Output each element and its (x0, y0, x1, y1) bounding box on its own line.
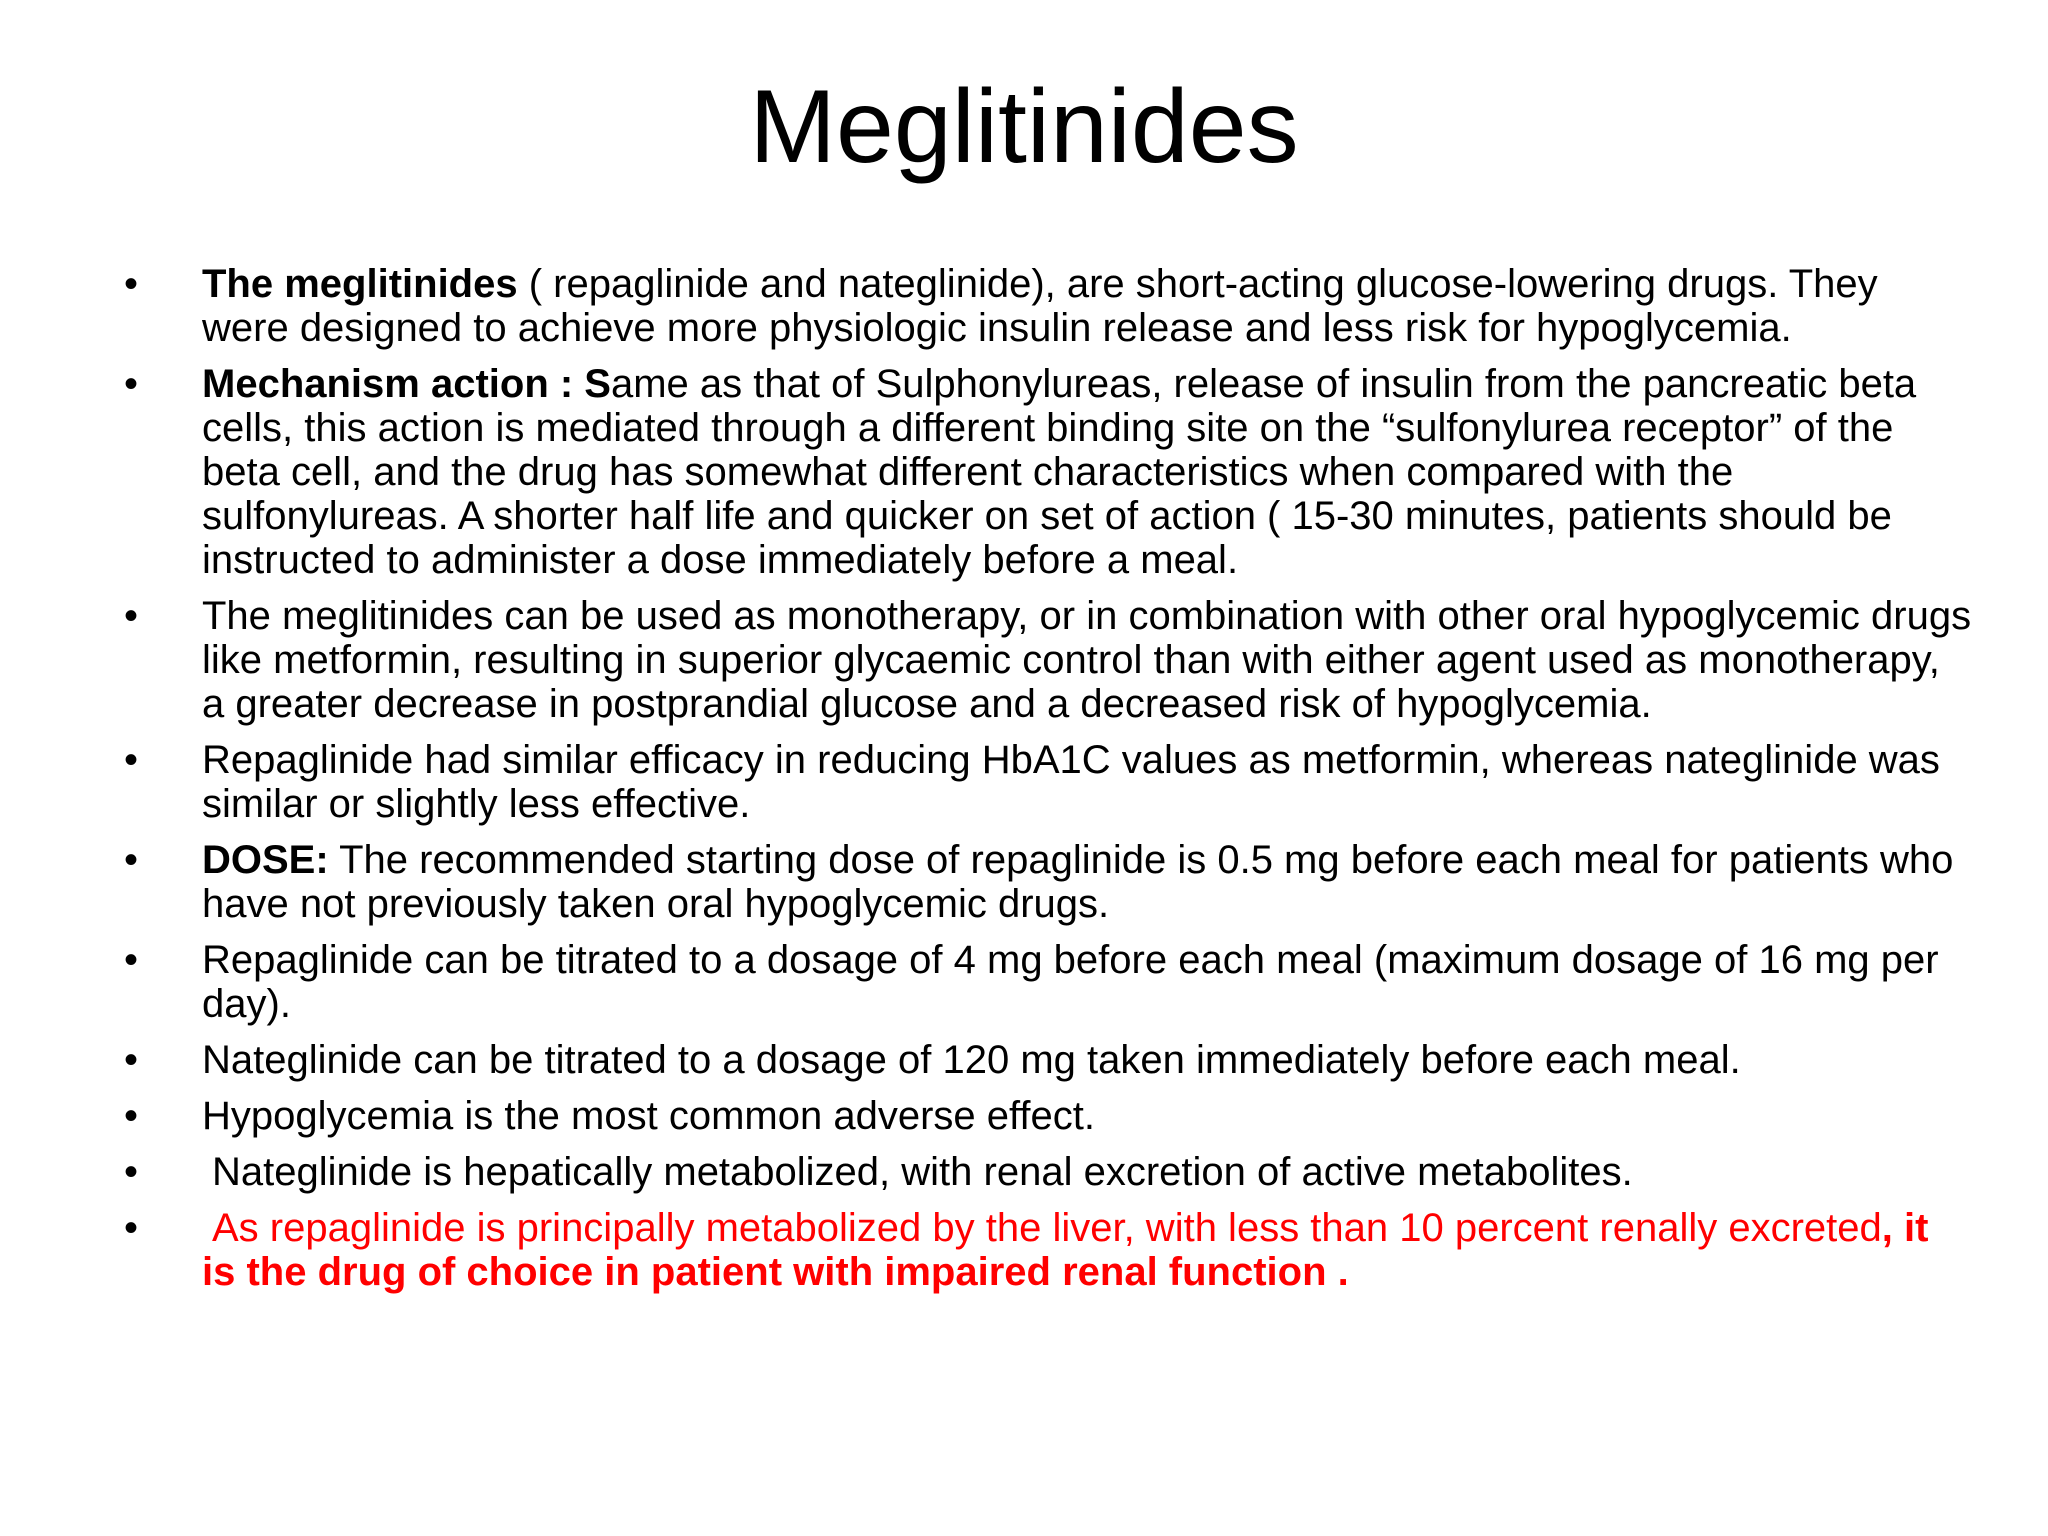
bullet-icon: • (124, 262, 139, 306)
bullet-text: The recommended starting dose of repaglinide is 0.5 mg before each meal for patients who have not previously taken oral hypoglycemic drugs. (202, 838, 1954, 926)
bullet-text: Repaglinide had similar efficacy in reducing HbA1C values as metformin, whereas nateglinide was similar or slightly less effective. (202, 738, 1940, 826)
bullet-icon: • (124, 1206, 139, 1250)
bullet-item-combination (112, 594, 1972, 726)
bullet-text: Nateglinide can be titrated to a dosage of 120 mg taken immediately before each meal. (202, 1038, 1741, 1082)
bullet-icon: • (124, 362, 139, 406)
bullet-item-efficacy (112, 738, 1972, 826)
bullet-icon: • (124, 838, 139, 882)
bullet-item-mechanism (112, 362, 1972, 582)
bullet-icon: • (124, 738, 139, 782)
bullet-icon: • (124, 1038, 139, 1082)
bullet-bold-lead: Mechanism action : S (202, 362, 611, 406)
bullet-text-highlight: As repaglinide is principally metabolized by the liver, with less than 10 percent renally excreted (212, 1206, 1882, 1250)
bullet-bold-lead: DOSE: (202, 838, 329, 882)
bullet-item-dose (112, 838, 1972, 926)
bullet-icon: • (124, 594, 139, 638)
bullet-bold-lead: The meglitinides (202, 262, 518, 306)
bullet-bold-conclusion: , it is the drug of choice in patient with impaired renal function . (202, 1206, 1929, 1294)
bullet-item-adverse-effect (112, 1094, 1972, 1138)
bullet-text: Nateglinide is hepatically metabolized, with renal excretion of active metabolites. (212, 1150, 1633, 1194)
bullet-text: ( repaglinide and nateglinide), are short-acting glucose-lowering drugs. They were designed to achieve more physiologic insulin release and less risk for hypoglycemia. (202, 262, 1878, 350)
bullet-text: Repaglinide can be titrated to a dosage of 4 mg before each meal (maximum dosage of 16 mg per day). (202, 938, 1939, 1026)
bullet-icon: • (124, 938, 139, 982)
bullet-text: ame as that of Sulphonylureas, release of insulin from the pancreatic beta cells, this action is mediated through a different binding site on the “sulfonylurea receptor” of the beta cell, and the drug has somewhat different characteristics when compared with the sulfonylureas. A shorter half life and quicker on set of action ( 15-30 minutes, patients should be instructed to administer a dose immediately before a meal. (202, 362, 1917, 582)
bullet-item-repaglinide-titration (112, 938, 1972, 1026)
bullet-text: Hypoglycemia is the most common adverse effect. (202, 1094, 1095, 1138)
bullet-icon: • (124, 1150, 139, 1194)
bullet-item-definition (112, 262, 1972, 350)
bullet-icon: • (124, 1094, 139, 1138)
bullet-item-nateglinide-titration (112, 1038, 1972, 1082)
bullet-list (112, 262, 1972, 1306)
bullet-item-metabolism (112, 1150, 1972, 1194)
bullet-text: The meglitinides can be used as monotherapy, or in combination with other oral hypoglycemic drugs like metformin, resulting in superior glycaemic control than with either agent used as monotherapy, a greater decrease in postprandial glucose and a decreased risk of hypoglycemia. (202, 594, 1972, 726)
slide-title: Meglitinides (749, 69, 1299, 185)
bullet-item-renal (112, 1206, 1972, 1294)
